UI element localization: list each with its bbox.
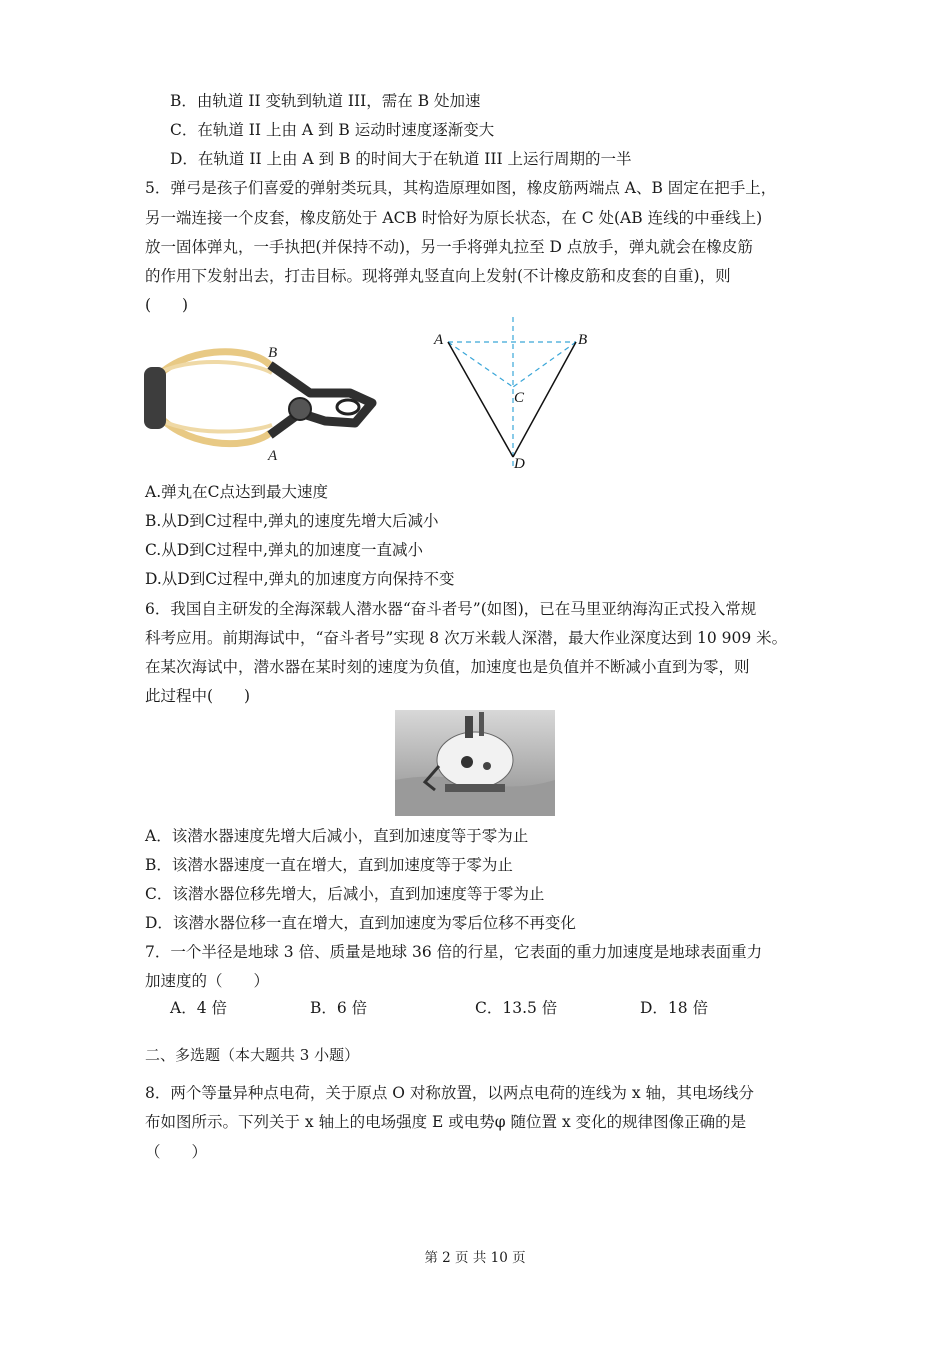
q6-stem-line: 此过程中( ) [145,687,251,705]
q6-option-b: B．该潜水器速度一直在增大，直到加速度等于零为止 [145,856,513,874]
q6-stem-line: 6．我国自主研发的全海深载人潜水器“奋斗者号”(如图)，已在马里亚纳海沟正式投入常规 [145,600,757,618]
q7-option-a: A．4 倍 [170,999,227,1017]
q5-stem-line: 另一端连接一个皮套，橡皮筋处于 ACB 时恰好为原长状态，在 C 处(AB 连线的中垂线上) [145,209,763,227]
q6-option-d: D．该潜水器位移一直在增大，直到加速度为零后位移不再变化 [145,914,576,932]
q5-answer-blank: ( ) [145,296,189,314]
q8-stem-line: 布如图所示。下列关于 x 轴上的电场强度 E 或电势φ 随位置 x 变化的规律图像正确的是 [145,1113,747,1131]
q6-option-c: C．该潜水器位移先增大，后减小，直到加速度等于零为止 [145,885,545,903]
slingshot-label-b: B [268,345,278,361]
section-heading-multi-choice: 二、多选题（本大题共 3 小题） [145,1046,360,1064]
q5-option-b: B.从D到C过程中,弹丸的速度先增大后减小 [145,512,439,530]
q8-answer-blank: （ ） [145,1143,208,1161]
q7-option-d: D．18 倍 [640,999,709,1017]
submersible-photo [395,710,555,816]
diagram-label-b: B [578,332,588,348]
q5-option-d: D.从D到C过程中,弹丸的加速度方向保持不变 [145,570,455,588]
q6-stem-line: 在某次海试中，潜水器在某时刻的速度为负值，加速度也是负值并不断减小直到为零，则 [145,658,750,676]
q6-stem-line: 科考应用。前期海试中，“奋斗者号”实现 8 次万米载人深潜，最大作业深度达到 10 909 米。 [145,629,788,647]
q5-option-a: A.弹丸在C点达到最大速度 [145,483,328,501]
q4-option-c: C．在轨道 II 上由 A 到 B 运动时速度逐渐变大 [170,121,495,139]
q5-option-c: C.从D到C过程中,弹丸的加速度一直减小 [145,541,423,559]
q4-option-b: B．由轨道 II 变轨到轨道 III，需在 B 处加速 [170,92,481,110]
slingshot-geometry-diagram [430,312,600,472]
q7-stem-line: 7．一个半径是地球 3 倍、质量是地球 36 倍的行星，它表面的重力加速度是地球表面重力 [145,943,763,961]
q7-stem-line: 加速度的（ ） [145,972,270,990]
q6-option-a: A．该潜水器速度先增大后减小，直到加速度等于零为止 [145,827,529,845]
diagram-label-a: A [434,332,444,348]
q7-option-c: C．13.5 倍 [475,999,558,1017]
diagram-label-d: D [514,456,525,472]
q5-stem-line: 的作用下发射出去，打击目标。现将弹丸竖直向上发射(不计橡皮筋和皮套的自重)，则 [145,267,731,285]
q4-option-d: D．在轨道 II 上由 A 到 B 的时间大于在轨道 III 上运行周期的一半 [170,150,632,168]
slingshot-label-a: A [268,448,278,464]
slingshot-photo [140,335,390,465]
q7-option-b: B．6 倍 [310,999,368,1017]
q5-stem-line: 5．弹弓是孩子们喜爱的弹射类玩具，其构造原理如图，橡皮筋两端点 A、B 固定在把手上， [145,179,777,197]
q5-stem-line: 放一固体弹丸，一手执把(并保持不动)，另一手将弹丸拉至 D 点放手，弹丸就会在橡皮筋 [145,238,753,256]
q8-stem-line: 8．两个等量异种点电荷，关于原点 O 对称放置，以两点电荷的连线为 x 轴，其电场线分 [145,1084,755,1102]
diagram-label-c: C [514,390,525,406]
page-footer: 第 2 页 共 10 页 [424,1250,526,1266]
